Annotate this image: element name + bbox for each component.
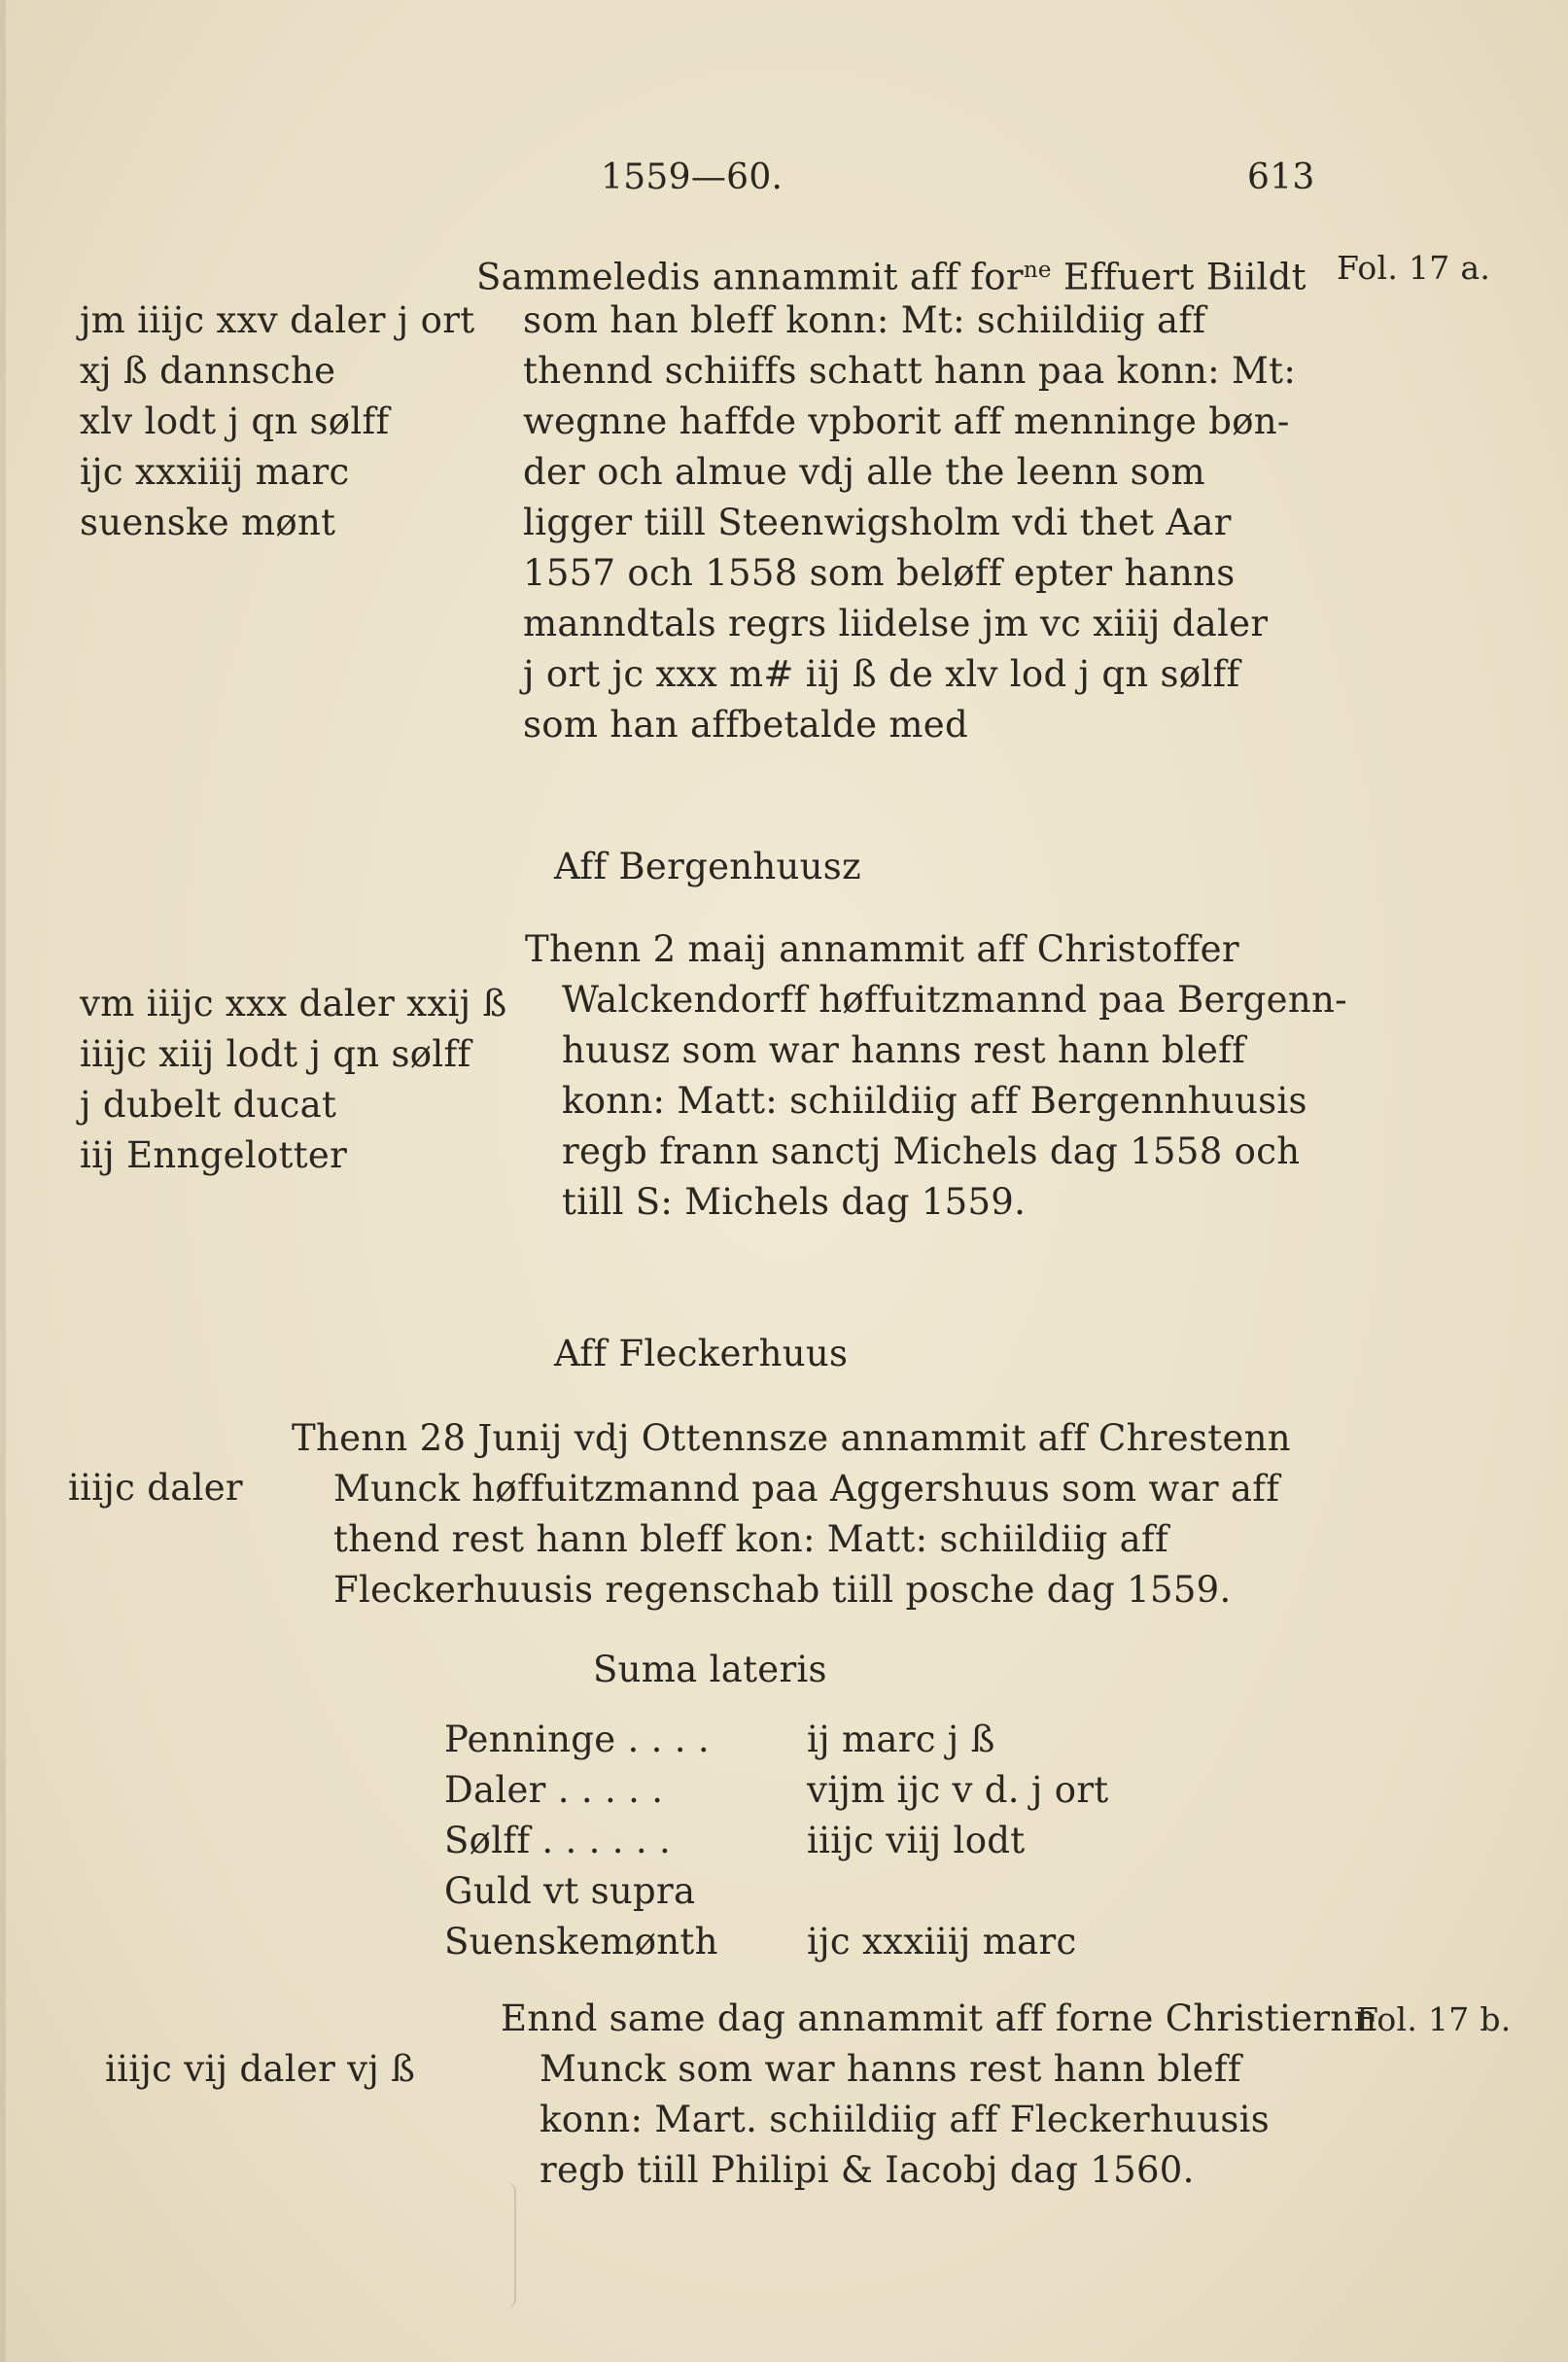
suma-label <box>444 1716 710 1764</box>
body-line: Fleckerhuusis regenschab tiill posche dag 1559. <box>333 1569 1232 1611</box>
body-line: konn: Mart. schiildiig aff Fleckerhuusis <box>540 2099 1271 2140</box>
suma-label <box>444 1867 695 1916</box>
suma-label-text: Daler <box>444 1769 546 1811</box>
body-line: manndtals regrs liidelse jm vc xiiij daler <box>523 603 1269 644</box>
body-line: thennd schiiffs schatt hann paa konn: Mt: <box>523 350 1297 392</box>
intro-tail: Effuert Biildt <box>1051 256 1307 298</box>
body-line: j ort jc xxx m# iij ß de xlv lod j qn sølff <box>523 653 1240 695</box>
intro-text: Sammeledis annammit aff for <box>476 256 1024 298</box>
suma-label <box>444 1918 718 1966</box>
body-line: som han affbetalde med <box>523 704 968 746</box>
suma-value: iiijc viij lodt <box>807 1820 1026 1861</box>
scan-artifact <box>491 2182 516 2309</box>
page-edge-shadow <box>0 0 6 2362</box>
margin-line: jm iiijc xxv daler j ort <box>80 299 475 341</box>
suma-leader: . . . . . . <box>530 1820 672 1861</box>
running-head-years: 1559—60. <box>601 157 784 197</box>
suma-label-text: Guld vt supra <box>444 1870 696 1912</box>
suma-label-text: Sølff <box>444 1820 531 1861</box>
margin-line: iiijc xiij lodt j qn sølff <box>80 1033 471 1075</box>
suma-heading: Suma lateris <box>593 1649 827 1690</box>
suma-value: ijc xxxiiij marc <box>807 1921 1077 1963</box>
body-line: regb frann sanctj Michels dag 1558 och <box>562 1130 1301 1172</box>
body-line: tiill S: Michels dag 1559. <box>562 1181 1027 1223</box>
margin-line: iiijc daler <box>68 1467 243 1509</box>
margin-line: xlv lodt j qn sølff <box>80 400 390 442</box>
body-line: Munck som war hanns rest hann bleff <box>540 2048 1241 2090</box>
suma-label <box>444 1817 671 1865</box>
folio-note-17b: Fol. 17 b. <box>1356 2000 1512 2038</box>
body-line: som han bleff konn: Mt: schiildiig aff <box>523 299 1206 341</box>
body-line: thend rest hann bleff kon: Matt: schiildiig aff <box>333 1518 1168 1560</box>
section-heading-flecker: Aff Fleckerhuus <box>554 1333 849 1374</box>
body-line: huusz som war hanns rest hann bleff <box>562 1029 1246 1071</box>
folio-note-17a: Fol. 17 a. <box>1337 249 1491 287</box>
suma-value: vijm ijc v d. j ort <box>807 1769 1109 1811</box>
margin-line: xj ß dannsche <box>80 350 336 392</box>
page-number: 613 <box>1247 157 1315 197</box>
suma-label <box>444 1766 663 1815</box>
margin-line: j dubelt ducat <box>80 1084 337 1126</box>
suma-value: ij marc j ß <box>807 1719 995 1760</box>
body-line: Thenn 28 Junij vdj Ottennsze annammit aff Chrestenn <box>292 1417 1291 1459</box>
body-line: regb tiill Philipi & Iacobj dag 1560. <box>540 2149 1195 2191</box>
suma-leader: . . . . . <box>545 1769 664 1811</box>
margin-line: suenske mønt <box>80 502 336 543</box>
body-line: Ennd same dag annammit aff forne Christiernn <box>501 1997 1377 2039</box>
body-line: konn: Matt: schiildiig aff Bergennhuusis <box>562 1080 1307 1122</box>
body-line: Thenn 2 maij annammit aff Christoffer <box>525 928 1239 970</box>
body-line: Walckendorff høffuitzmannd paa Bergenn- <box>562 979 1347 1021</box>
intro-sup: ne <box>1023 258 1052 283</box>
suma-label-text: Suenskemønth <box>444 1921 718 1963</box>
section-heading-bergen: Aff Bergenhuusz <box>554 846 861 887</box>
suma-label-text: Penninge <box>444 1719 616 1760</box>
margin-line: iiijc vij daler vj ß <box>105 2048 416 2090</box>
margin-line: ijc xxxiiij marc <box>80 451 350 493</box>
section-borre-intro <box>476 246 1307 302</box>
margin-line: iij Enngelotter <box>80 1134 348 1176</box>
margin-line: vm iiijc xxx daler xxij ß <box>80 983 507 1025</box>
body-line: 1557 och 1558 som beløff epter hanns <box>523 552 1236 594</box>
body-line: ligger tiill Steenwigsholm vdi thet Aar <box>523 502 1232 543</box>
body-line: der och almue vdj alle the leenn som <box>523 451 1205 493</box>
suma-leader: . . . . <box>615 1719 710 1760</box>
body-line: wegnne haffde vpborit aff menninge bøn- <box>523 400 1290 442</box>
body-line: Munck høffuitzmannd paa Aggershuus som war aff <box>333 1468 1280 1510</box>
